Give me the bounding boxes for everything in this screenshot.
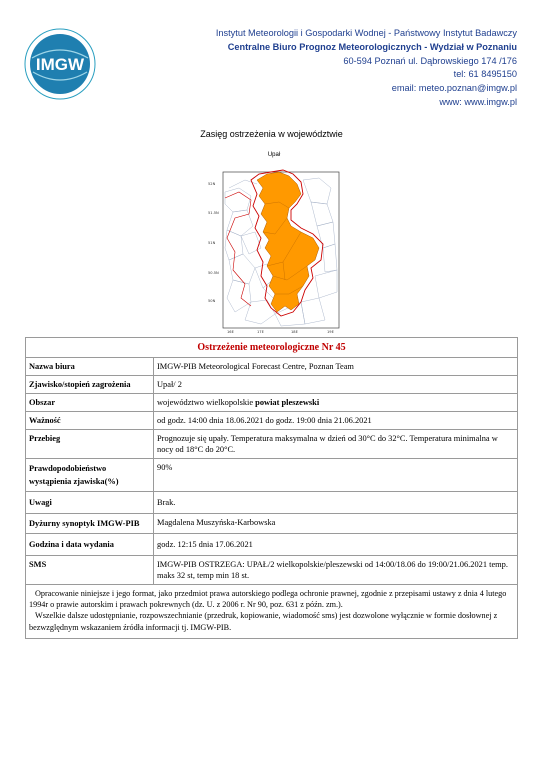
- map-title: Zasięg ostrzeżenia w województwie: [200, 129, 343, 139]
- row-label: Godzina i data wydania: [26, 534, 154, 556]
- lon-tick-label: 17E: [257, 330, 264, 334]
- row-label: Uwagi: [26, 492, 154, 514]
- copyright-paragraph-2: Wszelkie dalsze udostępnianie, rozpowszechnianie (przedruk, kopiowanie, wiadomość sms) jest dozwolone wyłącznie w formie dosłownej z bezwzględnym wskazaniem źródła informacji tj. IMGW-PIB.: [29, 611, 498, 632]
- row-label: SMS: [26, 556, 154, 585]
- row-value: IMGW-PIB Meteorological Forecast Centre, Poznan Team: [154, 358, 518, 376]
- phone: tel: 61 8495150: [453, 69, 517, 80]
- table-row: [26, 514, 518, 534]
- lat-tick-label: 51N: [208, 241, 216, 245]
- warning-title: Ostrzeżenie meteorologiczne Nr 45: [26, 338, 518, 358]
- row-value: Magdalena Muszyńska-Karbowska: [154, 514, 518, 534]
- map-subtitle: Upał: [267, 152, 281, 158]
- address: 60-594 Poznań ul. Dąbrowskiego 174 /176: [343, 55, 517, 66]
- row-value: [154, 394, 518, 412]
- lon-tick-label: 18E: [291, 330, 298, 334]
- row-label: Ważność: [26, 412, 154, 430]
- row-value: Brak.: [154, 492, 518, 514]
- table-row: [26, 376, 518, 394]
- table-row: [26, 358, 518, 376]
- row-value: 90%: [154, 459, 518, 492]
- footer-row: [26, 585, 518, 639]
- copyright-notice: [26, 585, 518, 639]
- row-value: od godz. 14:00 dnia 18.06.2021 do godz. 19:00 dnia 21.06.2021: [154, 412, 518, 430]
- copyright-paragraph-1: Opracowanie niniejsze i jego format, jako przedmiot prawa autorskiego podlega ochronie prawnej, zgodnie z przepisami ustawy z dnia 4 lutego 1994r o prawie autorskim i prawach pokrewnych (dz. U. z 2006 r. Nr 90, poz. 631 z późn. zm.).: [29, 589, 507, 610]
- svg-text:IMGW: IMGW: [35, 55, 85, 74]
- warning-title-row: [26, 338, 518, 358]
- row-value: Prognozuje się upały. Temperatura maksymalna w dzień od 30°C do 32°C. Temperatura minimalna w nocy od 18°C do 20°C.: [154, 430, 518, 459]
- table-row: [26, 459, 518, 492]
- warning-table: [25, 337, 518, 639]
- office-name: Centralne Biuro Prognoz Meteorologicznych - Wydział w Poznaniu: [227, 41, 517, 52]
- row-label: Obszar: [26, 394, 154, 412]
- warning-map-svg: [205, 152, 343, 338]
- table-row: [26, 394, 518, 412]
- table-row: [26, 534, 518, 556]
- lat-tick-label: 50N: [208, 299, 216, 303]
- table-row: [26, 492, 518, 514]
- row-label: Prawdopodobieństwo wystąpienia zjawiska(%): [26, 459, 154, 492]
- lat-tick-label: 51.5N: [208, 211, 219, 215]
- imgw-logo: [24, 28, 96, 100]
- row-label: Dyżurny synoptyk IMGW-PIB: [26, 514, 154, 534]
- lat-tick-label: 52N: [208, 182, 216, 186]
- lon-tick-label: 16E: [227, 330, 234, 334]
- table-row: [26, 556, 518, 585]
- row-label: Przebieg: [26, 430, 154, 459]
- area-voivodeship: województwo wielkopolskie: [157, 398, 256, 407]
- website[interactable]: www: www.imgw.pl: [439, 96, 517, 107]
- row-value: Upał/ 2: [154, 376, 518, 394]
- lat-tick-label: 50.5N: [208, 271, 219, 275]
- row-value: IMGW-PIB OSTRZEGA: UPAŁ/2 wielkopolskie/pleszewski od 14:00/18.06 do 19:00/21.06.2021 temp. maks 32 st, temp min 18 st.: [154, 556, 518, 585]
- row-label: Zjawisko/stopień zagrożenia: [26, 376, 154, 394]
- row-value: godz. 12:15 dnia 17.06.2021: [154, 534, 518, 556]
- warning-map: [205, 152, 343, 338]
- email[interactable]: email: meteo.poznan@imgw.pl: [391, 83, 517, 94]
- row-label: Nazwa biura: [26, 358, 154, 376]
- institute-header: [157, 27, 517, 110]
- area-county: powiat pleszewski: [255, 398, 320, 407]
- lon-tick-label: 19E: [327, 330, 334, 334]
- institute-name: Instytut Meteorologii i Gospodarki Wodnej - Państwowy Instytut Badawczy: [215, 28, 517, 38]
- table-row: [26, 412, 518, 430]
- table-row: [26, 430, 518, 459]
